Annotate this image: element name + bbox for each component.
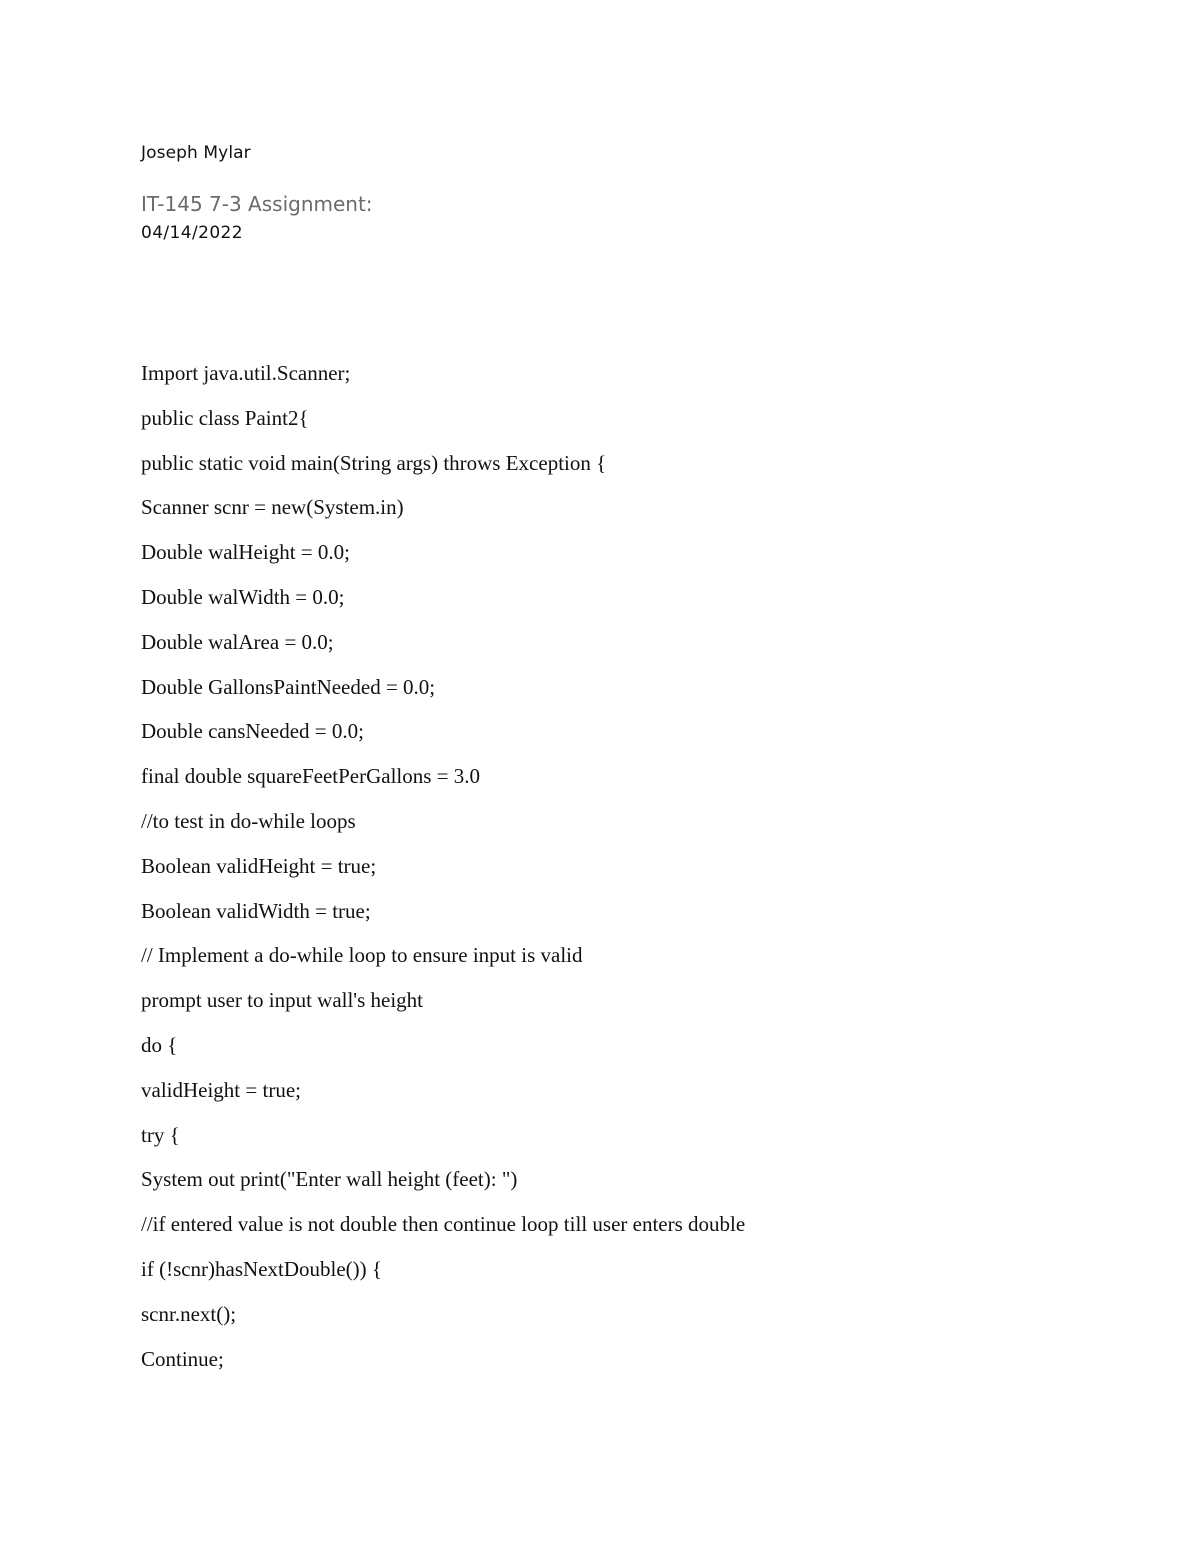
- code-line: try {: [141, 1122, 180, 1147]
- code-line: Double cansNeeded = 0.0;: [141, 719, 364, 744]
- assignment-title: IT-145 7-3 Assignment:: [141, 192, 373, 216]
- code-line: Double GallonsPaintNeeded = 0.0;: [141, 674, 436, 699]
- code-line: Boolean validHeight = true;: [141, 853, 377, 878]
- code-line: Continue;: [141, 1346, 224, 1371]
- code-line: validHeight = true;: [141, 1077, 301, 1102]
- code-line: Double walArea = 0.0;: [141, 629, 334, 654]
- code-line: Double walWidth = 0.0;: [141, 584, 345, 609]
- code-line: public static void main(String args) throws Exception {: [141, 450, 607, 475]
- code-listing: [141, 351, 745, 1381]
- code-line: Import java.util.Scanner;: [141, 361, 351, 385]
- code-line: Double walHeight = 0.0;: [141, 540, 350, 565]
- code-line: //if entered value is not double then continue loop till user enters double: [141, 1212, 746, 1237]
- code-line: do {: [141, 1032, 178, 1057]
- code-line: final double squareFeetPerGallons = 3.0: [141, 764, 481, 789]
- code-line: Scanner scnr = new(System.in): [141, 495, 404, 520]
- code-line: System out print("Enter wall height (feet): "): [141, 1167, 518, 1192]
- code-line: public class Paint2{: [141, 405, 309, 430]
- code-line: prompt user to input wall's height: [141, 988, 424, 1013]
- code-line: Boolean validWidth = true;: [141, 898, 371, 923]
- code-line: if (!scnr)hasNextDouble()) {: [141, 1256, 382, 1281]
- code-line: // Implement a do-while loop to ensure input is valid: [141, 943, 583, 968]
- author-name: Joseph Mylar: [141, 143, 251, 163]
- assignment-date: 04/14/2022: [141, 223, 243, 243]
- code-line: scnr.next();: [141, 1301, 237, 1326]
- code-line: //to test in do-while loops: [141, 808, 356, 833]
